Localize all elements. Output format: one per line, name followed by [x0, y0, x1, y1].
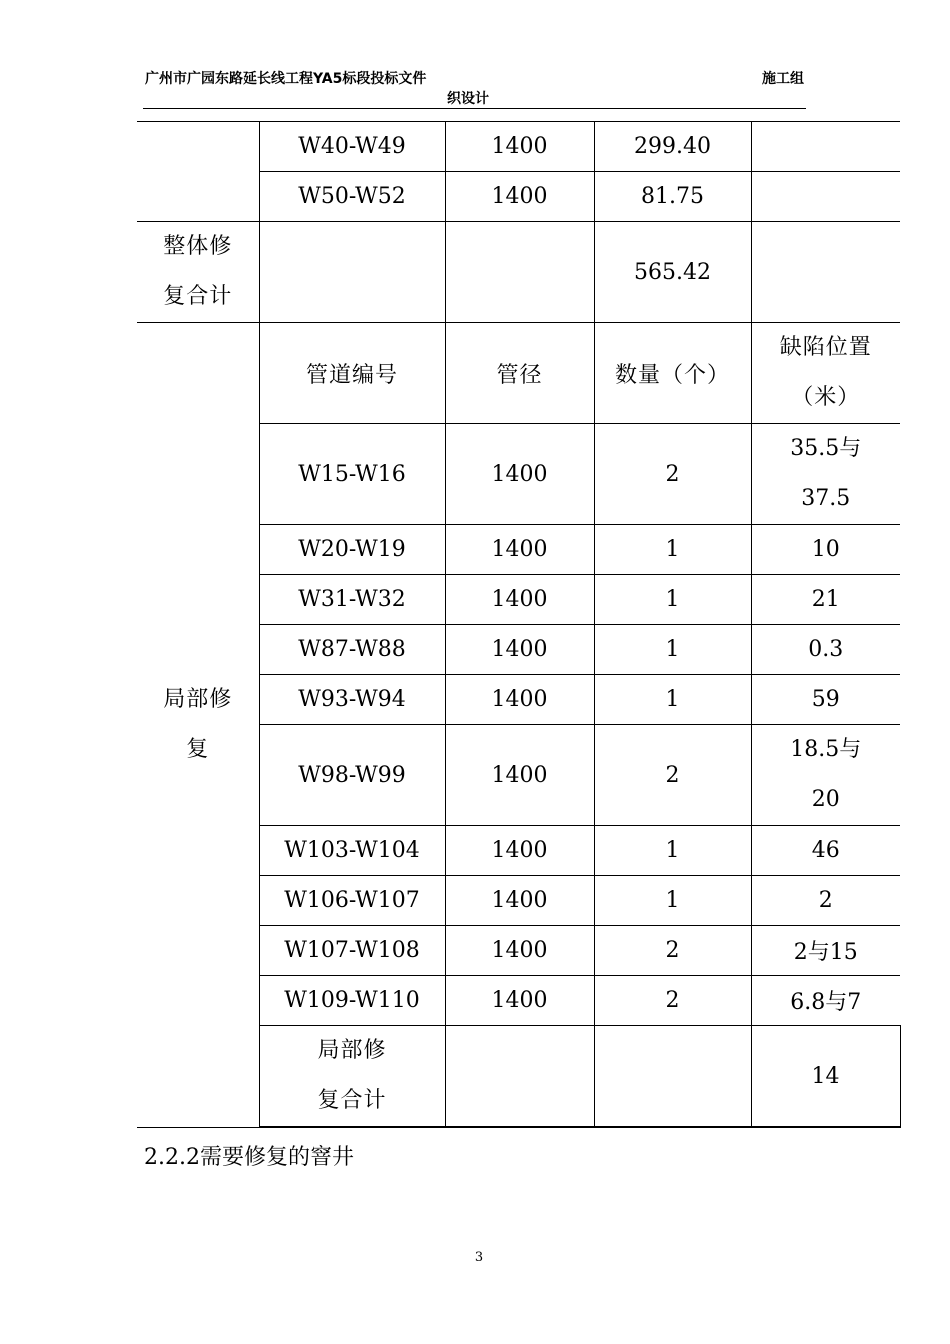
- diameter-cell: 1400: [445, 976, 594, 1026]
- pipe-cell: W106-W107: [259, 876, 445, 926]
- quantity-cell: 1: [594, 625, 751, 675]
- pipe-cell: W15-W16: [259, 424, 445, 525]
- quantity-cell: 299.40: [594, 122, 751, 172]
- pipe-cell: W109-W110: [259, 976, 445, 1026]
- quantity-cell: 1: [594, 826, 751, 876]
- position-cell: 46: [751, 826, 900, 876]
- quantity-cell: 1: [594, 525, 751, 575]
- page-header: [143, 66, 806, 109]
- diameter-cell: 1400: [445, 826, 594, 876]
- partial-total-label: 局部修 复合计: [259, 1026, 445, 1128]
- position-cell: 10: [751, 525, 900, 575]
- quantity-cell: 1: [594, 876, 751, 926]
- quantity-cell: 81.75: [594, 172, 751, 222]
- diameter-cell: 1400: [445, 525, 594, 575]
- pipe-cell: W20-W19: [259, 525, 445, 575]
- diameter-cell: 1400: [445, 725, 594, 826]
- position-cell: [751, 172, 900, 222]
- quantity-cell: 2: [594, 725, 751, 826]
- overall-total-row: [137, 222, 900, 323]
- partial-header-row: [137, 323, 900, 424]
- position-cell: 59: [751, 675, 900, 725]
- partial-category-label: 局部修 复: [137, 323, 259, 1128]
- diameter-cell: 1400: [445, 675, 594, 725]
- pipe-cell: W87-W88: [259, 625, 445, 675]
- pipe-cell: W31-W32: [259, 575, 445, 625]
- repair-table: [137, 121, 900, 1128]
- diameter-cell: 1400: [445, 926, 594, 976]
- position-header: 缺陷位置 （米）: [751, 323, 900, 424]
- header-title: 广州市广园东路延长线工程YA5标段投标文件: [145, 71, 427, 87]
- pipe-header: 管道编号: [259, 323, 445, 424]
- table-row: [137, 122, 900, 172]
- overall-total-quantity: 565.42: [594, 222, 751, 323]
- overall-total-label: 整体修 复合计: [137, 222, 259, 323]
- pipe-cell: W103-W104: [259, 826, 445, 876]
- pipe-cell: W40-W49: [259, 122, 445, 172]
- header-title-continuation: 织设计: [447, 91, 489, 107]
- quantity-cell: 2: [594, 976, 751, 1026]
- pipe-cell: W50-W52: [259, 172, 445, 222]
- quantity-cell: 2: [594, 926, 751, 976]
- position-cell: 0.3: [751, 625, 900, 675]
- position-cell: 21: [751, 575, 900, 625]
- header-title-right: 施工组: [762, 71, 804, 87]
- position-cell: 6.8与7: [751, 976, 900, 1026]
- diameter-cell: 1400: [445, 172, 594, 222]
- diameter-cell: 1400: [445, 424, 594, 525]
- partial-total-quantity: 14: [751, 1026, 900, 1128]
- position-cell: 2: [751, 876, 900, 926]
- pipe-cell: W107-W108: [259, 926, 445, 976]
- pipe-cell: W93-W94: [259, 675, 445, 725]
- diameter-cell: 1400: [445, 876, 594, 926]
- position-cell: 18.5与 20: [751, 725, 900, 826]
- quantity-cell: 1: [594, 675, 751, 725]
- section-heading: 2.2.2需要修复的窨井: [144, 1145, 354, 1170]
- pipe-cell: W98-W99: [259, 725, 445, 826]
- diameter-cell: 1400: [445, 122, 594, 172]
- category-cell: [137, 122, 259, 222]
- page-number: 3: [474, 1250, 484, 1265]
- position-cell: [751, 122, 900, 172]
- quantity-header: 数量（个）: [594, 323, 751, 424]
- position-cell: 35.5与 37.5: [751, 424, 900, 525]
- quantity-cell: 2: [594, 424, 751, 525]
- position-cell: 2与15: [751, 926, 900, 976]
- diameter-cell: 1400: [445, 575, 594, 625]
- diameter-header: 管径: [445, 323, 594, 424]
- quantity-cell: 1: [594, 575, 751, 625]
- diameter-cell: 1400: [445, 625, 594, 675]
